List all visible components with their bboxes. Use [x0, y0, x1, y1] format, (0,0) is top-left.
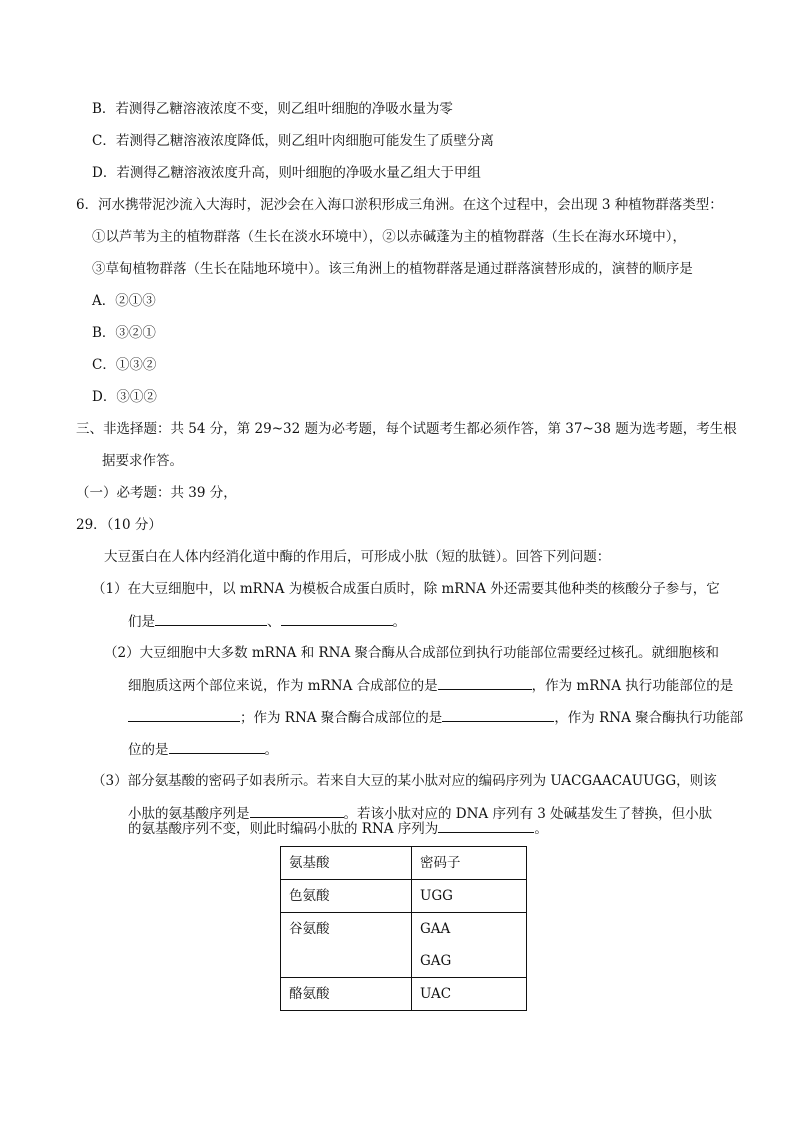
q29-part2-line2 [128, 675, 733, 696]
table-header-row [281, 847, 527, 880]
q29-part1-line2 [128, 611, 406, 632]
q29-part2-text: ，作为 mRNA 执行功能部位的是 [531, 678, 734, 694]
q6-option-c: C．①③② [92, 357, 157, 373]
table-row [281, 978, 527, 1011]
amino-acid-cell: 色氨酸 [281, 880, 412, 913]
q5-option-c: C．若测得乙糖溶液浓度降低，则乙组叶肉细胞可能发生了质壁分离 [92, 133, 494, 149]
q29-part1-line1: （1）在大豆细胞中，以 mRNA 为模板合成蛋白质时，除 mRNA 外还需要其他种类的核酸分子参与，它 [92, 581, 720, 597]
q29-part2-text: ，作为 RNA 聚合酶执行功能部 [554, 710, 744, 726]
section3-heading-line2: 据要求作答。 [102, 453, 183, 469]
codon-cell: UGG [412, 880, 527, 913]
q29-part2-line4 [128, 739, 278, 760]
answer-blank[interactable] [438, 818, 534, 833]
answer-blank[interactable] [250, 803, 344, 818]
answer-blank[interactable] [128, 707, 240, 722]
answer-blank[interactable] [442, 707, 554, 722]
section3-heading-line1: 三、非选择题：共 54 分，第 29~32 题为必考题，每个试题考生都必须作答，第 37~38 题为选考题，考生根 [76, 421, 737, 437]
q29-part3-text: 的氨基酸序列不变，则此时编码小肽的 RNA 序列为 [128, 821, 439, 837]
q29-part3-text: 。若该小肽对应的 DNA 序列有 3 处碱基发生了替换，但小肽 [343, 806, 713, 822]
q29-part1-text: 们是 [128, 614, 155, 630]
q29-part2-line3 [128, 707, 743, 728]
q6-option-d: D．③①② [92, 389, 157, 405]
table-header-cell: 密码子 [412, 847, 527, 880]
q6-stem-line1: 6．河水携带泥沙流入大海时，泥沙会在入海口淤积形成三角洲。在这个过程中，会出现 3 种植物群落类型： [76, 197, 723, 213]
codon-value: GAG [420, 953, 452, 969]
q5-option-b: B．若测得乙糖溶液浓度不变，则乙组叶细胞的净吸水量为零 [92, 101, 453, 117]
answer-blank[interactable] [281, 611, 393, 626]
q29-part2-text: 位的是 [128, 742, 169, 758]
q6-stem-line2: ①以芦苇为主的植物群落（生长在淡水环境中），②以赤碱蓬为主的植物群落（生长在海水环境中）， [92, 229, 686, 245]
answer-blank[interactable] [155, 611, 267, 626]
q6-option-b: B．③②① [92, 325, 156, 341]
q29-part2-text: ；作为 RNA 聚合酶合成部位的是 [240, 710, 443, 726]
q29-part3-line1: （3）部分氨基酸的密码子如表所示。若来自大豆的某小肽对应的编码序列为 UACGAACAUUGG，则该 [92, 773, 717, 789]
amino-acid-cell: 谷氨酸 [281, 913, 412, 978]
codon-value: GAA [420, 921, 451, 937]
table-row [281, 913, 527, 978]
amino-acid-cell: 酪氨酸 [281, 978, 412, 1011]
period: 。 [264, 742, 278, 758]
q29-part2-text: 细胞质这两个部位来说，作为 mRNA 合成部位的是 [128, 678, 438, 694]
period: 。 [392, 614, 406, 630]
q29-part3-line3 [128, 818, 548, 839]
q29-intro: 大豆蛋白在人体内经消化道中酶的作用后，可形成小肽（短的肽链）。回答下列问题： [104, 549, 611, 565]
q5-option-d: D．若测得乙糖溶液浓度升高，则叶细胞的净吸水量乙组大于甲组 [92, 165, 481, 181]
table-row [281, 880, 527, 913]
answer-blank[interactable] [438, 675, 532, 690]
table-header-cell: 氨基酸 [281, 847, 412, 880]
period: 。 [534, 821, 548, 837]
codon-cell [412, 913, 527, 978]
required-section-heading: （一）必考题：共 39 分， [76, 485, 237, 501]
q29-part3-text: 小肽的氨基酸序列是 [128, 806, 250, 822]
separator: 、 [267, 614, 281, 630]
q6-stem-line3: ③草甸植物群落（生长在陆地环境中）。该三角洲上的植物群落是通过群落演替形成的，演替的顺序是 [92, 261, 693, 277]
q29-header: 29．（10 分） [76, 517, 162, 533]
answer-blank[interactable] [169, 739, 265, 754]
codon-cell: UAC [412, 978, 527, 1011]
q29-part2-line1: （2）大豆细胞中大多数 mRNA 和 RNA 聚合酶从合成部位到执行功能部位需要经过核孔。就细胞核和 [104, 645, 720, 661]
q6-option-a: A．②①③ [92, 293, 156, 309]
codon-table [280, 846, 527, 1011]
